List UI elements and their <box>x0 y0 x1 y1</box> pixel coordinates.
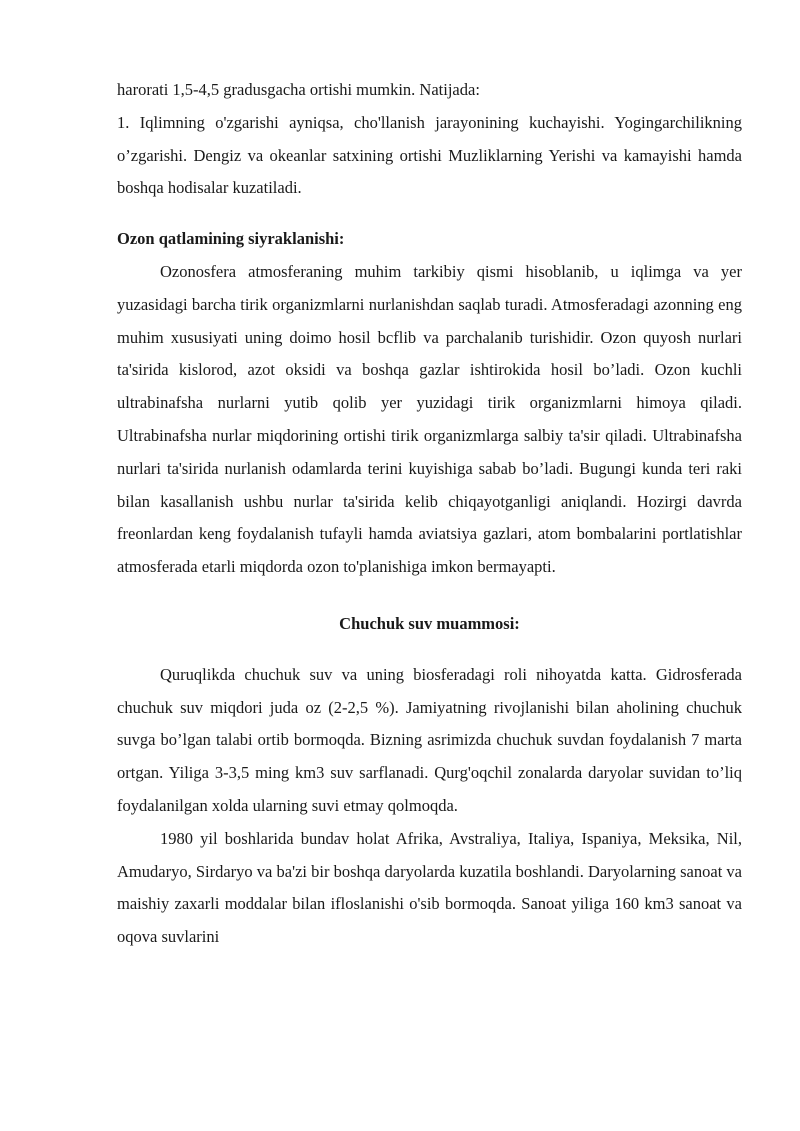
heading-fresh-water: Chuchuk suv muammosi: <box>339 613 520 633</box>
intro-line: harorati 1,5-4,5 gradusgacha ortishi mumkin. Natijada: <box>117 80 480 99</box>
paragraph-fresh-water-2: 1980 yil boshlarida bundav holat Afrika, Avstraliya, Italiya, Ispaniya, Meksika, Nil, Amudaryo, Sirdaryo va ba'zi bir boshqa daryolarda kuzatila boshlandi. Daryolarning sanoat va maishiy zaxarli moddalar bilan ifloslanishi o'sib bormoqda. Sanoat yiliga 160 km3 sanoat va oqova suvlarini <box>117 828 742 947</box>
heading-ozone-layer: Ozon qatlamining siyraklanishi: <box>117 229 345 249</box>
paragraph-ozone: Ozonosfera atmosferaning muhim tarkibiy qismi hisoblanib, u iqlimga va yer yuzasidagi barcha tirik organizmlarni nurlanishdan saqlab turadi. Atmosferadagi azonning eng muhim xususiyati uning doimo hosil bcflib va parchalanib turishidir. Ozon quyosh nurlari ta'sirida kislorod, azot oksidi va boshqa gazlar ishtirokida hosil bo’ladi. Ozon kuchli ultrabinafsha nurlarni yutib qolib yer yuzidagi tirik organizmlarni himoya qiladi. Ultrabinafsha nurlar miqdorining ortishi tirik organizmlarga salbiy ta'sir qiladi. Ultrabinafsha nurlari ta'sirida nurlanish odamlarda terini kuyishiga sabab bo’ladi. Bugungi kunda teri raki bilan kasallanish ushbu nurlar ta'sirida kelib chiqayotganligi aniqlandi. Hozirgi davrda freonlardan keng foydalanish tufayli hamda aviatsiya gazlari, atom bombalarini portlatishlar atmosferada etarli miqdorda ozon to'planishiga imkon bermayapti. <box>117 261 742 577</box>
paragraph-fresh-water-1: Quruqlikda chuchuk suv va uning biosferadagi roli nihoyatda katta. Gidrosferada chuchuk suv miqdori juda oz (2-2,5 %). Jamiyatning rivojlanishi bilan aholining chuchuk suvga bo’lgan talabi ortib bormoqda. Bizning asrimizda chuchuk suvdan foydalanish 7 marta ortgan. Yiliga 3-3,5 ming km3 suv sarflanadi. Qurg'oqchil zonalarda daryolar suvidan to’liq foydalanilgan xolda ularning suvi etmay qolmoqda. <box>117 664 742 815</box>
list-item-1: 1. Iqlimning o'zgarishi ayniqsa, cho'llanish jarayonining kuchayishi. Yogingarchilikning o’zgarishi. Dengiz va okeanlar satxining ortishi Muzliklarning Yerishi va kamayishi hamda boshqa hodisalar kuzatiladi. <box>117 112 742 198</box>
document-page <box>117 74 742 954</box>
